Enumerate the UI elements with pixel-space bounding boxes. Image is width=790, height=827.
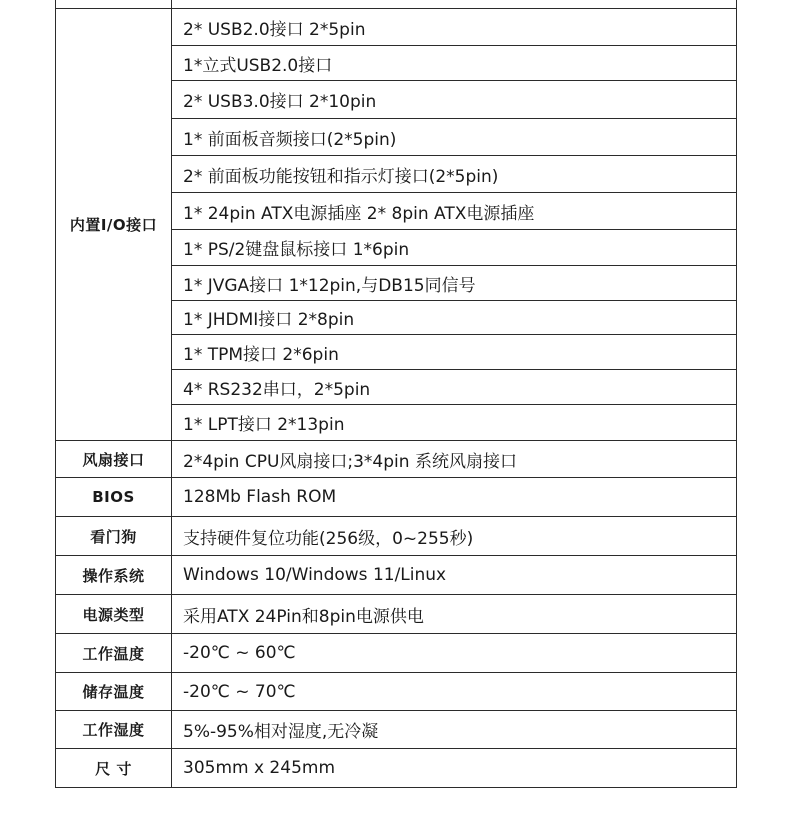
io-item: 2* 前面板功能按钮和指示灯接口(2*5pin) (172, 156, 737, 193)
storage-temp-label: 储存温度 (56, 673, 172, 711)
humidity-value: 5%-95%相对湿度,无冷凝 (172, 711, 737, 749)
io-item: 2* USB2.0接口 2*5pin (172, 9, 737, 46)
power-type-label: 电源类型 (56, 595, 172, 634)
io-item: 4* RS232串口，2*5pin (172, 370, 737, 405)
io-item: 1* JHDMI接口 2*8pin (172, 301, 737, 335)
table-row-storage-temp (56, 673, 737, 711)
os-value: Windows 10/Windows 11/Linux (172, 556, 737, 595)
io-item: 1* LPT接口 2*13pin (172, 405, 737, 441)
table-row-os (56, 556, 737, 595)
table-row-bios (56, 478, 737, 517)
io-item: 1* PS/2键盘鼠标接口 1*6pin (172, 230, 737, 266)
watchdog-label: 看门狗 (56, 517, 172, 556)
table-row-operating-temp (56, 634, 737, 673)
io-item: 1* JVGA接口 1*12pin,与DB15同信号 (172, 266, 737, 301)
os-label: 操作系统 (56, 556, 172, 595)
table-row-fan (56, 441, 737, 478)
table-row-dimensions (56, 749, 737, 788)
io-item: 1* TPM接口 2*6pin (172, 335, 737, 370)
operating-temp-label: 工作温度 (56, 634, 172, 673)
bios-value: 128Mb Flash ROM (172, 478, 737, 517)
table-row-watchdog (56, 517, 737, 556)
cut-off-value-cell (172, 0, 737, 9)
storage-temp-value: -20℃ ~ 70℃ (172, 673, 737, 711)
dimensions-value: 305mm x 245mm (172, 749, 737, 788)
humidity-label: 工作湿度 (56, 711, 172, 749)
cut-off-label-cell (56, 0, 172, 9)
power-type-value: 采用ATX 24Pin和8pin电源供电 (172, 595, 737, 634)
io-item: 2* USB3.0接口 2*10pin (172, 81, 737, 119)
table-row-humidity (56, 711, 737, 749)
fan-value: 2*4pin CPU风扇接口;3*4pin 系统风扇接口 (172, 441, 737, 478)
io-section-label: 内置I/O接口 (56, 9, 172, 441)
io-item: 1* 前面板音频接口(2*5pin) (172, 119, 737, 156)
io-item: 1* 24pin ATX电源插座 2* 8pin ATX电源插座 (172, 193, 737, 230)
table-row-io (56, 9, 737, 46)
spec-table (55, 0, 737, 788)
dimensions-label: 尺 寸 (56, 749, 172, 788)
watchdog-value: 支持硬件复位功能(256级，0~255秒) (172, 517, 737, 556)
io-item: 1*立式USB2.0接口 (172, 46, 737, 81)
table-row-cut-off (56, 0, 737, 9)
bios-label: BIOS (56, 478, 172, 517)
table-row-power (56, 595, 737, 634)
fan-label: 风扇接口 (56, 441, 172, 478)
operating-temp-value: -20℃ ~ 60℃ (172, 634, 737, 673)
